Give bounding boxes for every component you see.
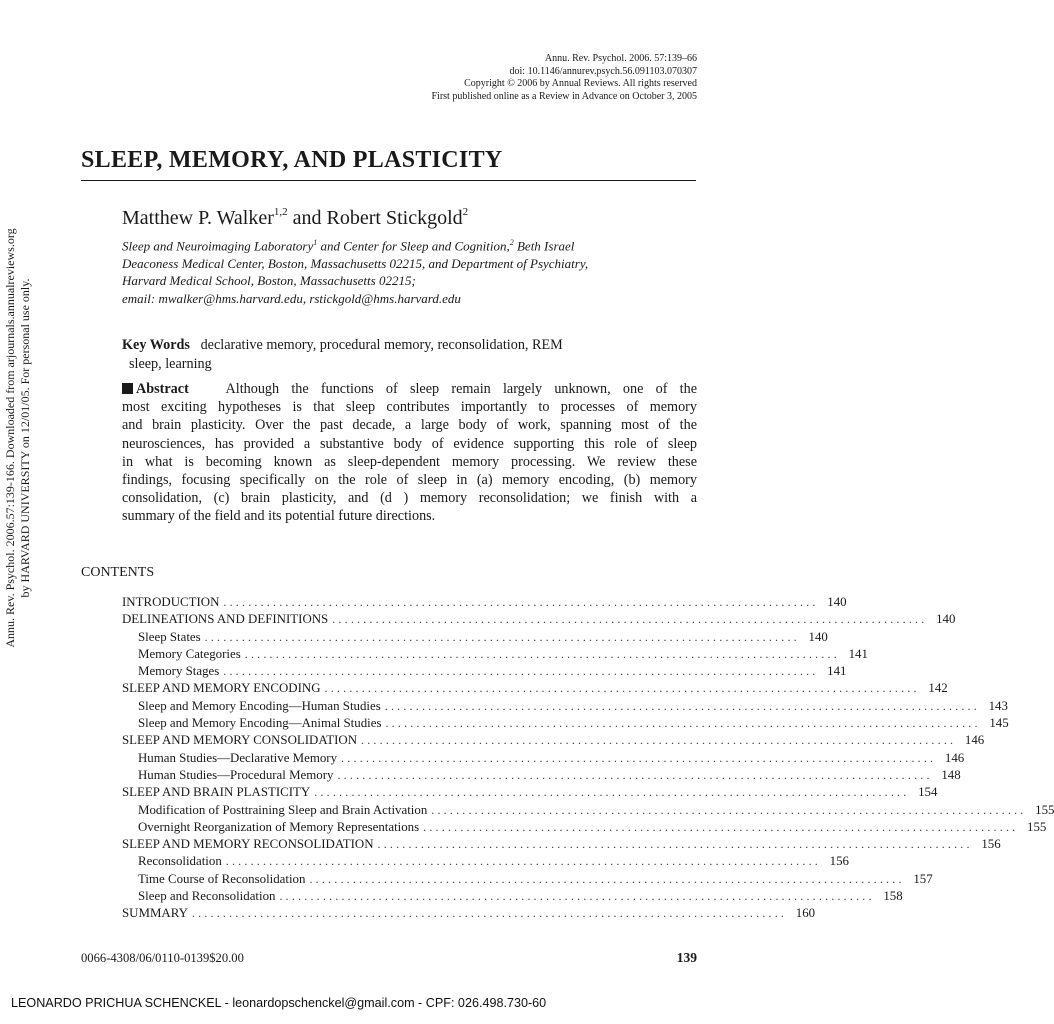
toc-entry[interactable]: Memory Stages ................................................................................................ 141 <box>122 663 698 680</box>
toc-entry[interactable]: Sleep and Memory Encoding—Human Studies ................................................................................................ 143 <box>122 698 698 715</box>
toc-leader: ................................................................................................ <box>337 767 933 782</box>
toc-entry[interactable]: SLEEP AND MEMORY ENCODING ................................................................................................ 142 <box>122 680 698 697</box>
affiliations <box>122 234 702 307</box>
key-words-label: Key Words <box>122 337 190 353</box>
toc-entry[interactable]: SLEEP AND BRAIN PLASTICITY ................................................................................................ 154 <box>122 784 698 801</box>
key-words-line-2: sleep, learning <box>129 355 212 372</box>
abstract-line: Abstract Although the functions of sleep remain largely unknown, one of the <box>122 380 697 398</box>
toc-leader: ................................................................................................ <box>423 819 1019 834</box>
toc-leader: ................................................................................................ <box>384 698 980 713</box>
abstract-bullet-icon <box>122 383 133 394</box>
toc-entry[interactable]: Modification of Posttraining Sleep and Brain Activation ................................................................................................ 155 <box>122 802 698 819</box>
email-line: email: mwalker@hms.harvard.edu, rstickgold@hms.harvard.edu <box>122 290 461 306</box>
author-1-affiliation-marks: 1,2 <box>273 206 288 218</box>
first-published: First published online as a Review in Advance on October 3, 2005 <box>431 90 697 102</box>
author-2: Robert Stickgold <box>326 207 463 229</box>
toc-entry[interactable]: Human Studies—Declarative Memory ................................................................................................ 146 <box>122 750 698 767</box>
toc-leader: ................................................................................................ <box>431 802 1027 817</box>
toc-leader: ................................................................................................ <box>341 750 937 765</box>
abstract-line: consolidation, (c) brain plasticity, and (d ) memory reconsolidation; we finish with a <box>122 490 697 507</box>
toc-leader: ................................................................................................ <box>314 785 910 800</box>
toc-leader: ................................................................................................ <box>225 854 821 869</box>
toc-entry[interactable]: SLEEP AND MEMORY RECONSOLIDATION ................................................................................................ 156 <box>122 836 698 853</box>
toc-leader: ................................................................................................ <box>324 681 920 696</box>
toc-leader: ................................................................................................ <box>191 906 788 921</box>
abstract-line: findings, focusing specifically on the role of sleep in (a) memory encoding, (b) memory <box>122 472 697 489</box>
watermark-line-2: by HARVARD UNIVERSITY on 12/01/05. For personal use only. <box>18 278 32 598</box>
author-1: Matthew P. Walker <box>122 207 274 229</box>
abstract-line: summary of the field and its potential future directions. <box>122 508 436 525</box>
abstract <box>122 380 697 526</box>
page-number: 139 <box>676 950 697 965</box>
key-words <box>122 336 697 373</box>
author-2-affiliation-mark: 2 <box>462 206 469 218</box>
toc-leader: ................................................................................................ <box>361 733 957 748</box>
watermark-line-1: Annu. Rev. Psychol. 2006.57:139-166. Downloaded from arjournals.annualreviews.org <box>3 228 17 648</box>
abstract-label: Abstract <box>136 381 189 397</box>
journal-header <box>297 53 697 103</box>
key-words-line-1: declarative memory, procedural memory, reconsolidation, REM <box>200 337 563 353</box>
authors <box>122 206 468 230</box>
toc-leader: ................................................................................................ <box>279 889 875 904</box>
toc-leader: ................................................................................................ <box>309 871 905 886</box>
toc-leader: ................................................................................................ <box>385 716 981 731</box>
license-note: LEONARDO PRICHUA SCHENCKEL - leonardopschenckel@gmail.com - CPF: 026.498.730-60 <box>11 996 547 1010</box>
affiliation-line-3: Harvard Medical School, Boston, Massachusetts 02215; <box>122 273 416 289</box>
footer-code: 0066-4308/06/0110-0139$20.00 <box>81 951 244 965</box>
copyright: Copyright © 2006 by Annual Reviews. All rights reserved <box>464 78 697 90</box>
toc-entry[interactable]: Overnight Reorganization of Memory Representations ................................................................................................ 155 <box>122 819 698 836</box>
affiliation-line-1: Sleep and Neuroimaging Laboratory$^1$ and Center for Sleep and Cognition,$^2$ Beth Israel <box>122 238 575 254</box>
doi: doi: 10.1146/annurev.psych.56.091103.070307 <box>509 65 697 77</box>
toc-entry[interactable]: Human Studies—Procedural Memory ................................................................................................ 148 <box>122 767 698 784</box>
article-title <box>81 147 503 174</box>
toc-entry[interactable]: Reconsolidation ................................................................................................ 156 <box>122 853 698 870</box>
abstract-line: most exciting hypotheses is that sleep contributes importantly to processes of memory <box>122 399 697 416</box>
abstract-line: neurosciences, has provided a substantive body of evidence supporting this role of sleep <box>122 435 697 452</box>
toc-entry[interactable]: Sleep and Memory Encoding—Animal Studies ................................................................................................ 145 <box>122 715 698 732</box>
contents-heading: CONTENTS <box>81 565 155 580</box>
toc-leader: ................................................................................................ <box>223 595 819 609</box>
toc-entry[interactable]: SLEEP AND MEMORY CONSOLIDATION ................................................................................................ 146 <box>122 732 698 749</box>
toc-leader: ................................................................................................ <box>223 664 819 679</box>
toc-entry[interactable]: Sleep and Reconsolidation ................................................................................................ 158 <box>122 888 698 905</box>
toc-entry[interactable]: DELINEATIONS AND DEFINITIONS ................................................................................................ 140 <box>122 611 698 628</box>
abstract-line: in what is becoming known as sleep-dependent memory processing. We review these <box>122 453 697 470</box>
download-watermark <box>3 138 33 738</box>
citation: Annu. Rev. Psychol. 2006. 57:139–66 <box>544 53 697 64</box>
table-of-contents <box>122 594 1054 923</box>
toc-entry[interactable]: SUMMARY ................................................................................................ 160 <box>122 905 698 922</box>
toc-leader: ................................................................................................ <box>204 629 800 644</box>
authors-conjunction: and <box>287 207 327 229</box>
toc-leader: ................................................................................................ <box>377 837 973 852</box>
title-text: SLEEP, MEMORY, AND PLASTICITY <box>81 147 503 173</box>
toc-entry[interactable]: Sleep States ................................................................................................ 140 <box>122 629 698 646</box>
toc-leader: ................................................................................................ <box>244 646 840 661</box>
toc-entry[interactable]: INTRODUCTION ................................................................................................ 140 <box>122 594 698 611</box>
toc-entry[interactable]: Time Course of Reconsolidation ................................................................................................ 157 <box>122 871 698 888</box>
abstract-line: and brain plasticity. Over the past decade, a large body of work, spanning most of the <box>122 417 697 434</box>
toc-entry[interactable]: Memory Categories ................................................................................................ 141 <box>122 646 698 663</box>
affiliation-line-2: Deaconess Medical Center, Boston, Massachusetts 02215, and Department of Psychiatry, <box>122 255 589 271</box>
title-rule <box>81 180 696 181</box>
toc-leader: ................................................................................................ <box>332 612 928 627</box>
